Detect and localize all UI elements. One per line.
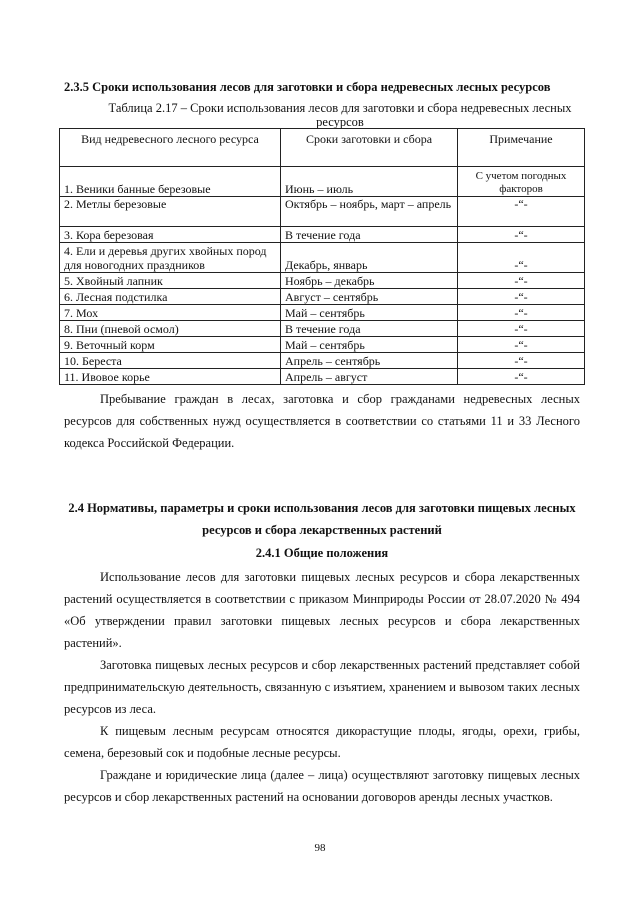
cell-name: 3. Кора березовая — [60, 227, 281, 243]
cell-note: -“- — [458, 289, 585, 305]
cell-term: Апрель – август — [281, 369, 458, 385]
table-caption: Таблица 2.17 – Сроки использования лесов для заготовки и сбора недревесных лесных ресурсов — [108, 101, 572, 129]
paragraph-1-text: Использование лесов для заготовки пищевых лесных ресурсов и сбора лекарственных растений осуществляется в соответствии с приказом Минприроды России от 28.07.2020 № 494 «Об утверждении правил заготовки пищевых лесных ресурсов и сбора лекарственных растений». — [64, 570, 580, 650]
cell-note: -“- — [458, 353, 585, 369]
cell-name: 10. Береста — [60, 353, 281, 369]
paragraph-4-text: Граждане и юридические лица (далее – лица) осуществляют заготовку пищевых лесных ресурсов и сбор лекарственных растений на основании договоров аренды лесных участков. — [64, 768, 580, 804]
cell-note: С учетом погодных факторов — [458, 167, 585, 197]
table-row — [60, 353, 585, 369]
cell-term: Ноябрь – декабрь — [281, 273, 458, 289]
table-row — [60, 321, 585, 337]
section-2-4-title: 2.4 Нормативы, параметры и сроки использования лесов для заготовки пищевых лесных ресурсов и сбора лекарственных растений — [68, 501, 576, 537]
table-header-note: Примечание — [458, 129, 585, 167]
table-row — [60, 337, 585, 353]
table-row — [60, 305, 585, 321]
table-header-type: Вид недревесного лесного ресурса — [60, 129, 281, 167]
cell-name: 11. Ивовое корье — [60, 369, 281, 385]
cell-name: 9. Веточный корм — [60, 337, 281, 353]
cell-note: -“- — [458, 369, 585, 385]
cell-term: Май – сентябрь — [281, 305, 458, 321]
cell-name: 6. Лесная подстилка — [60, 289, 281, 305]
paragraph-3-text: К пищевым лесным ресурсам относятся дикорастущие плоды, ягоды, орехи, грибы, семена, березовый сок и подобные лесные ресурсы. — [64, 724, 580, 760]
paragraph-3 — [64, 720, 580, 764]
cell-name: 5. Хвойный лапник — [60, 273, 281, 289]
page-number: 98 — [314, 842, 326, 854]
cell-term: В течение года — [281, 321, 458, 337]
cell-note: -“- — [458, 273, 585, 289]
cell-name: 8. Пни (пневой осмол) — [60, 321, 281, 337]
cell-term: Октябрь – ноябрь, март – апрель — [281, 197, 458, 227]
paragraph-stay-text: Пребывание граждан в лесах, заготовка и сбор гражданами недревесных лесных ресурсов для собственных нужд осуществляется в соответствии со статьями 11 и 33 Лесного кодекса Российской Федерации. — [64, 392, 580, 450]
paragraph-2-text: Заготовка пищевых лесных ресурсов и сбор лекарственных растений представляет собой предпринимательскую деятельность, связанную с изъятием, хранением и вывозом таких лесных ресурсов из леса. — [64, 658, 580, 716]
table-row — [60, 289, 585, 305]
cell-note: -“- — [458, 243, 585, 273]
cell-term: Апрель – сентябрь — [281, 353, 458, 369]
cell-term: Декабрь, январь — [281, 243, 458, 273]
table-row — [60, 197, 585, 227]
cell-term: Май – сентябрь — [281, 337, 458, 353]
section-2-4-1-title: 2.4.1 Общие положения — [255, 546, 389, 560]
table-header-terms: Сроки заготовки и сбора — [281, 129, 458, 167]
table-row — [60, 167, 585, 197]
paragraph-2 — [64, 654, 580, 720]
cell-note: -“- — [458, 321, 585, 337]
paragraph-1 — [64, 566, 580, 654]
cell-name: 1. Веники банные березовые — [60, 167, 281, 197]
cell-name: 2. Метлы березовые — [60, 197, 281, 227]
cell-term: В течение года — [281, 227, 458, 243]
cell-note: -“- — [458, 337, 585, 353]
table-row — [60, 369, 585, 385]
table-row — [60, 243, 585, 273]
cell-term: Август – сентябрь — [281, 289, 458, 305]
paragraph-stay — [64, 388, 580, 454]
cell-name: 7. Мох — [60, 305, 281, 321]
table-row — [60, 273, 585, 289]
cell-note: -“- — [458, 227, 585, 243]
table-row — [60, 227, 585, 243]
paragraph-4 — [64, 764, 580, 808]
cell-term: Июнь – июль — [281, 167, 458, 197]
cell-note: -“- — [458, 197, 585, 227]
section-title: 2.3.5 Сроки использования лесов для заготовки и сбора недревесных лесных ресурсов — [64, 80, 551, 94]
cell-note: -“- — [458, 305, 585, 321]
cell-name: 4. Ели и деревья других хвойных пород для новогодних праздников — [60, 243, 281, 273]
resources-table — [59, 128, 585, 385]
